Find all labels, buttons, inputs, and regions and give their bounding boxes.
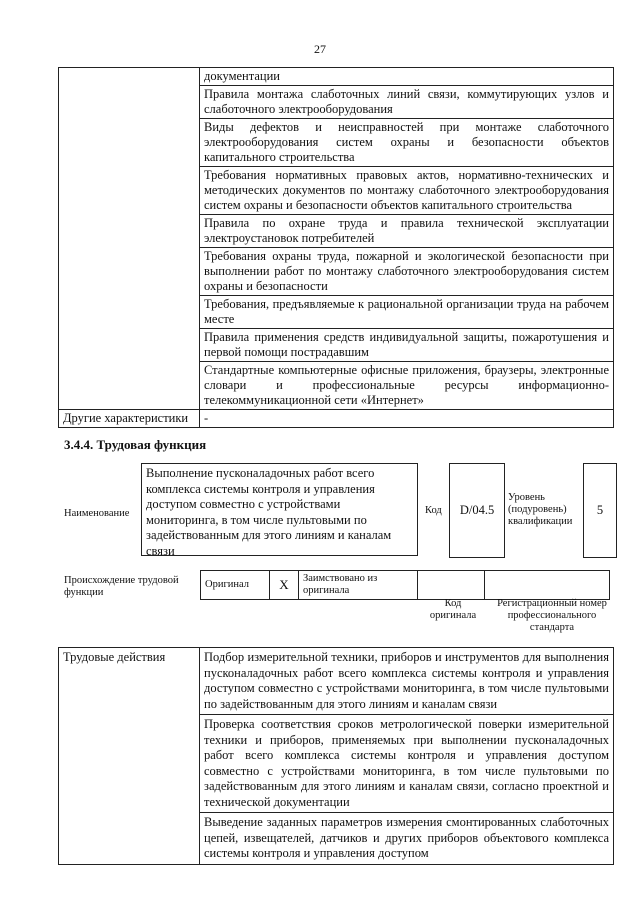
origin-label: Происхождение трудовой функции bbox=[64, 575, 179, 598]
qualification-level-box: 5 bbox=[583, 463, 617, 558]
page-number: 27 bbox=[314, 42, 326, 56]
level-label: Уровень (подуровень) квалификации bbox=[508, 492, 573, 527]
original-mark: X bbox=[270, 571, 299, 600]
section-heading: 3.4.4. Трудовая функция bbox=[64, 437, 207, 452]
code-label: Код bbox=[425, 505, 442, 516]
registration-number-cell bbox=[485, 571, 610, 600]
knowledge-row: Правила применения средств индивидуальной защиты, пожаротушения и первой помощи пострадавшим bbox=[200, 329, 614, 362]
knowledge-row: Правила по охране труда и правила технической эксплуатации электроустановок потребителей bbox=[200, 215, 614, 248]
knowledge-row: Правила монтажа слаботочных линий связи, коммутирующих узлов и слаботочного электрооборудования bbox=[200, 86, 614, 119]
knowledge-row: Стандартные компьютерные офисные приложения, браузеры, электронные словари и профессиональные ресурсы информационно-телекоммуникационной сети «Интернет» bbox=[200, 362, 614, 410]
knowledge-row: Требования охраны труда, пожарной и экологической безопасности при выполнении работ по монтажу слаботочного электрооборудования систем охраны и безопасности bbox=[200, 248, 614, 296]
original-label: Оригинал bbox=[201, 571, 270, 600]
name-label: Наименование bbox=[64, 508, 130, 519]
labor-actions-table bbox=[58, 647, 614, 865]
knowledge-row: Требования нормативных правовых актов, нормативно-технических и методических документов по монтажу слаботочного электрооборудования систем охраны и безопасности объектов капитального строительства bbox=[200, 167, 614, 215]
original-code-caption: Код оригинала bbox=[429, 598, 477, 621]
labor-action-row: Проверка соответствия сроков метрологической поверки измерительной техники и приборов, применяемых при выполнении пусконаладочных работ всего комплекса системы контроля и управления доступом совместно с устройствами мониторинга, в том числе пультовыми по задействованным для этого линиям и каналам связи, согласно проектной и технической документации bbox=[200, 715, 614, 813]
registration-number-caption: Регистрационный номер профессионального стандарта bbox=[497, 598, 607, 633]
knowledge-row: Требования, предъявляемые к рациональной организации труда на рабочем месте bbox=[200, 296, 614, 329]
original-code-cell bbox=[418, 571, 485, 600]
other-characteristics-label: Другие характеристики bbox=[59, 410, 200, 428]
borrowed-label: Заимствовано из оригинала bbox=[299, 571, 418, 600]
function-name-box: Выполнение пусконаладочных работ всего комплекса системы контроля и управления доступом совместно с устройствами мониторинга, в том числе пультовыми по задействованным для этого линиям и каналам связи bbox=[141, 463, 418, 556]
labor-action-row: Выведение заданных параметров измерения смонтированных слаботочных цепей, извещателей, датчиков и других приборов объектового комплекса системы контроля и управления доступом bbox=[200, 813, 614, 865]
other-characteristics-value: - bbox=[200, 410, 614, 428]
knowledge-label-cell bbox=[59, 68, 200, 410]
function-code-box: D/04.5 bbox=[449, 463, 505, 558]
knowledge-table bbox=[58, 67, 614, 428]
knowledge-row: Виды дефектов и неисправностей при монтаже слаботочного электрооборудования систем охраны и безопасности объектов капитального строительства bbox=[200, 119, 614, 167]
knowledge-row: документации bbox=[200, 68, 614, 86]
labor-action-row: Подбор измерительной техники, приборов и инструментов для выполнения пусконаладочных работ всего комплекса системы контроля и управления доступом совместно с устройствами мониторинга, в том числе пультовыми по задействованным для этого линиям и каналам связи bbox=[200, 648, 614, 715]
origin-table bbox=[200, 570, 610, 600]
labor-actions-label: Трудовые действия bbox=[59, 648, 200, 865]
